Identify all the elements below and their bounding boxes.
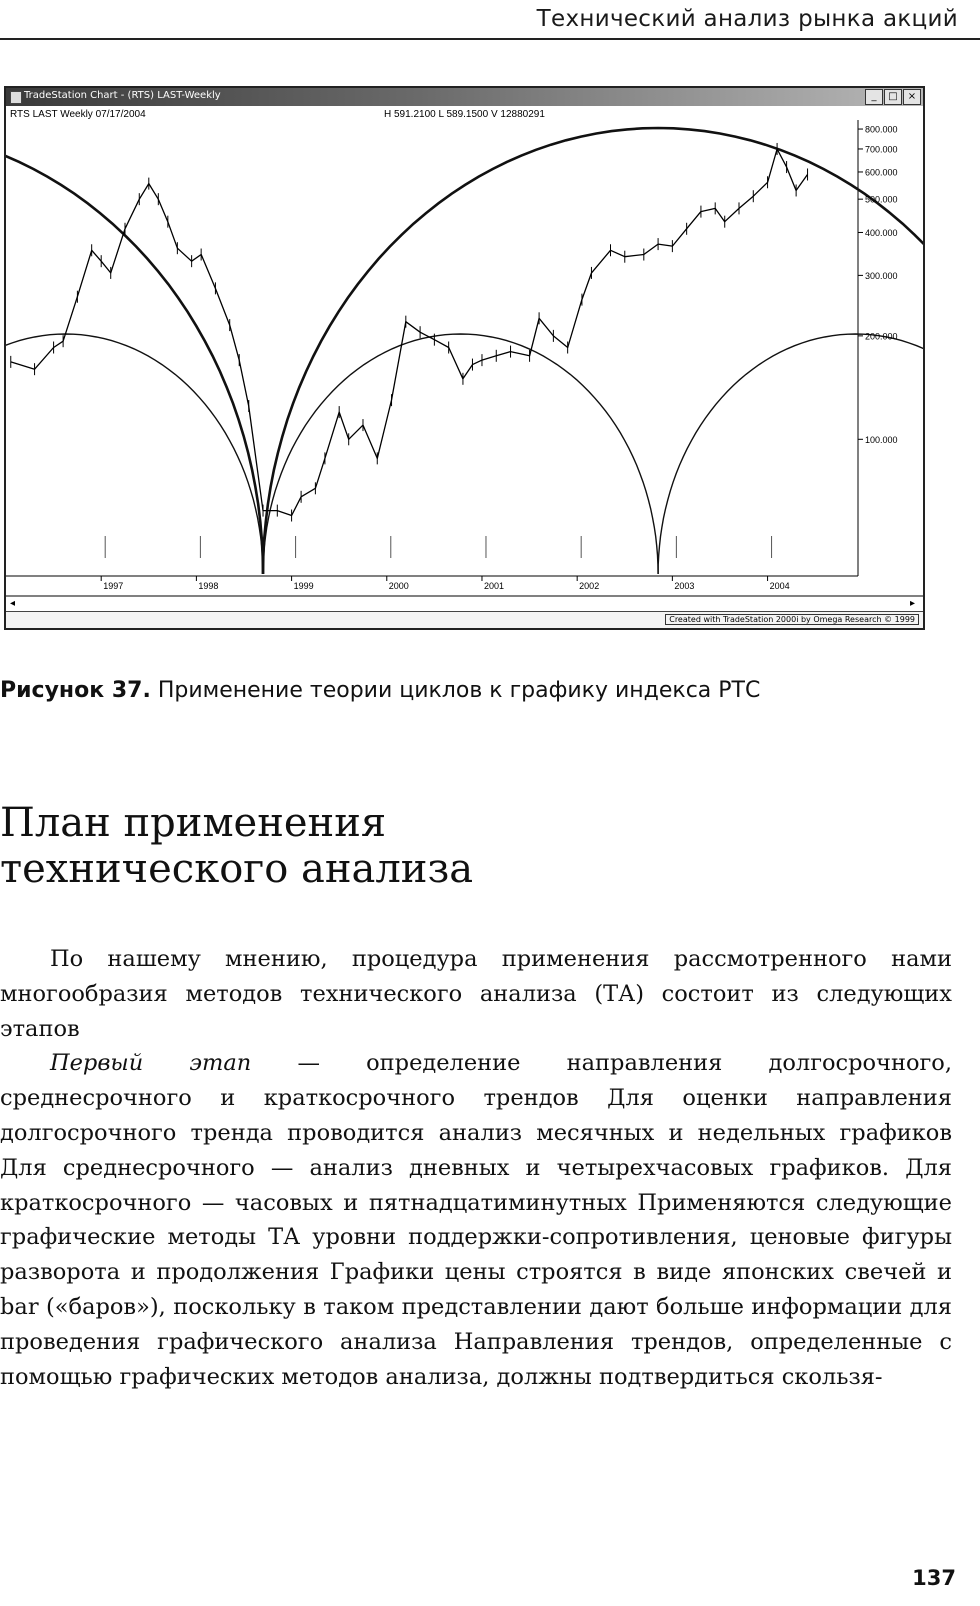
- window-titlebar[interactable]: [6, 88, 923, 106]
- credit-text: Created with TradeStation 2000i by Omega Research © 1999: [665, 614, 919, 625]
- x-tick-label: 1997: [103, 581, 124, 591]
- figure-caption-text: Применение теории циклов к графику индекса РТС: [157, 678, 761, 703]
- x-tick-label: 1999: [293, 581, 314, 591]
- section-title-line-2: технического анализа: [0, 846, 474, 892]
- y-tick-label: 800.000: [865, 124, 898, 135]
- y-tick-label: 200.000: [865, 331, 898, 342]
- x-tick-label: 2002: [579, 581, 600, 591]
- paragraph-2-text: — определение направления долгосрочного, среднесрочного и краткосрочного трендов Для оценки направления долгосрочного тренда проводится анализ месячных и недельных графиков Для среднесрочного — анализ дневных и четырехчасовых графиков. Для краткосрочного — часовых и пятнадцатиминутных Применяются следующие графические методы ТА уровни поддержки-сопротивления, ценовые фигуры разворота и продолжения Графики цены строятся в виде японских свечей и bar («баров»), поскольку в таком представлении дают больше информации для проведения графического анализа Направления трендов, определенные с помощью графических методов анализа, должны подтвердиться скользя-: [0, 1050, 952, 1390]
- x-tick-label: 2001: [483, 581, 505, 591]
- section-title: [0, 800, 700, 892]
- y-tick-label: 400.000: [865, 227, 898, 238]
- chart-background: [6, 106, 923, 614]
- chart-info-right: H 591.2100 L 589.1500 V 12880291: [384, 109, 545, 120]
- paragraph-1: По нашему мнению, процедура применения рассмотренного нами многообразия методов технического анализа (ТА) состоит из следующих этапов: [0, 946, 952, 1042]
- rts-chart: [6, 106, 923, 614]
- y-tick-label: 100.000: [865, 434, 898, 445]
- y-tick-label: 600.000: [865, 167, 898, 178]
- scroll-left-icon[interactable]: ◂: [10, 598, 16, 609]
- x-tick-label: 2003: [674, 581, 695, 591]
- page-number: 137: [912, 1566, 956, 1590]
- paragraph-2: [0, 1046, 952, 1394]
- running-header: Технический анализ рынка акций: [536, 6, 958, 32]
- y-tick-label: 500.000: [865, 194, 898, 205]
- paragraph-2-emphasis: Первый этап: [50, 1050, 252, 1077]
- scroll-right-icon[interactable]: ▸: [910, 598, 916, 609]
- section-title-line-1: План применения: [0, 800, 387, 846]
- restore-button[interactable]: □: [884, 89, 902, 105]
- minimize-button[interactable]: _: [865, 89, 883, 105]
- x-tick-label: 1998: [198, 581, 219, 591]
- figure-caption: [0, 678, 980, 703]
- window-statusbar: [6, 611, 923, 628]
- body-text: [0, 942, 952, 1394]
- header-rule: [0, 38, 980, 40]
- figure-label: Рисунок 37.: [0, 678, 151, 703]
- close-button[interactable]: ×: [903, 89, 921, 105]
- window-title: TradeStation Chart - (RTS) LAST-Weekly: [24, 90, 221, 101]
- x-tick-label: 2000: [388, 581, 409, 591]
- y-tick-label: 300.000: [865, 270, 898, 281]
- chart-window: [4, 86, 925, 630]
- chart-info-left: RTS LAST Weekly 07/17/2004: [10, 109, 146, 120]
- app-icon: [10, 91, 22, 104]
- x-tick-label: 2004: [769, 581, 790, 591]
- y-tick-label: 700.000: [865, 144, 898, 155]
- window-controls: [865, 89, 921, 104]
